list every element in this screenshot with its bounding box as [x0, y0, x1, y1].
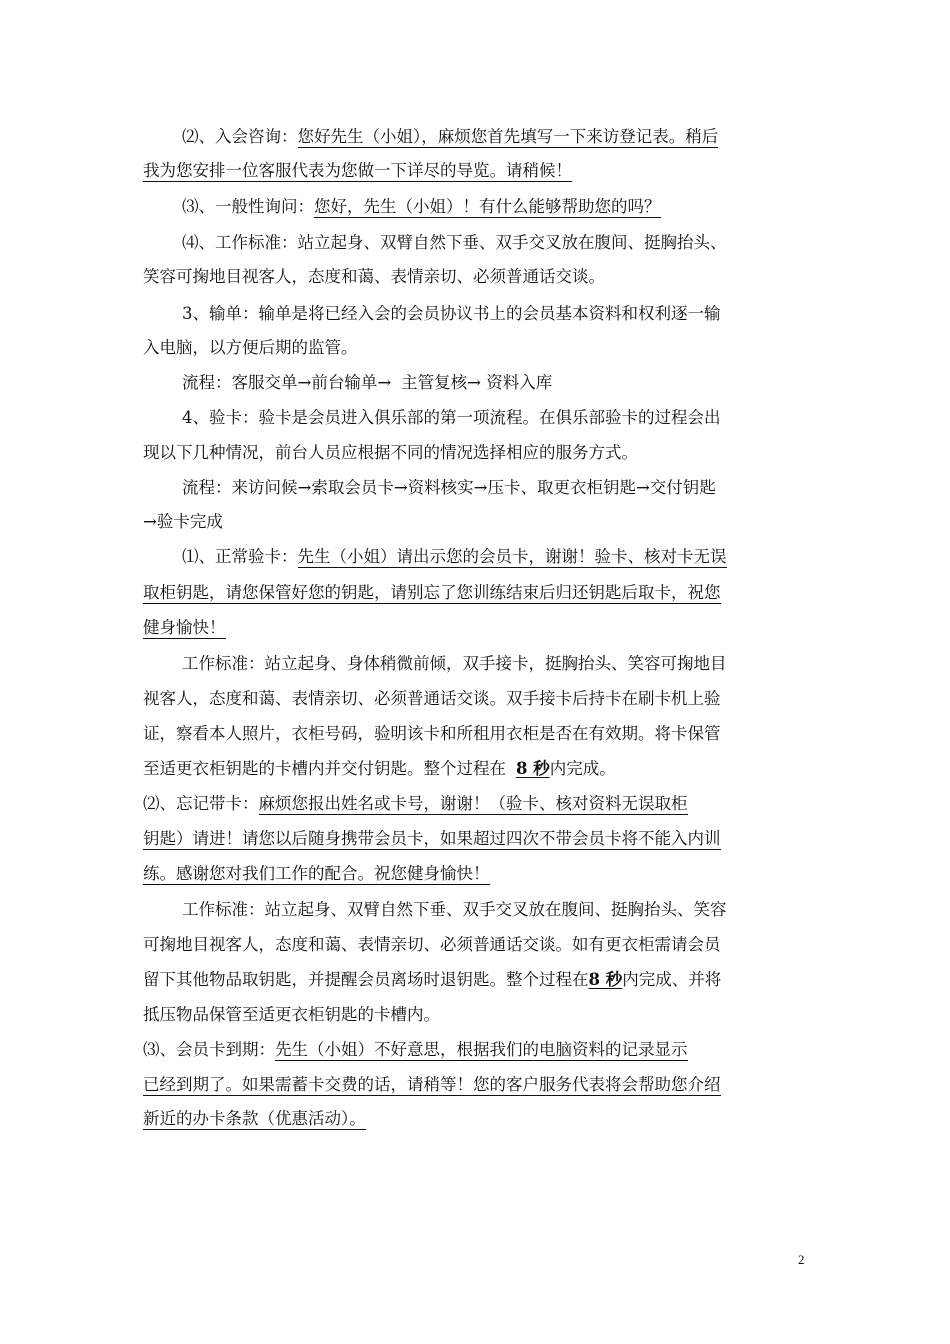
join-consult-script-1: 您好先生（小姐），麻烦您首先填写一下来访登记表。稍后: [298, 127, 719, 148]
expired-card-line-1: [143, 1039, 813, 1061]
card-check-flow-2: →验卡完成: [143, 512, 223, 531]
join-consult-script-2: 我为您安排一位客服代表为您做一下详尽的导览。请稍候！: [143, 161, 572, 182]
expired-card-script-3: 新近的办卡条款（优惠活动）。: [143, 1109, 366, 1130]
forgot-card-script-1: 麻烦您报出姓名或卡号，谢谢！（验卡、核对资料无误取柜: [259, 794, 688, 815]
input-line-1: 3、输单：输单是将已经入会的会员协议书上的会员基本资料和权利逐一输: [182, 304, 721, 323]
forgot-card-script-3: 练。感谢您对我们工作的配合。祝您健身愉快！: [143, 864, 490, 885]
join-consult-line-1: [182, 126, 813, 148]
general-inquiry-script: 您好，先生（小姐）！有什么能够帮助您的吗？: [314, 197, 661, 218]
expired-card-line-2: [143, 1074, 813, 1096]
expired-card-script-2: 已经到期了。如果需蓄卡交费的话，请稍等！您的客户服务代表将会帮助您介绍: [143, 1075, 721, 1096]
normal-check-label: ⑴、正常验卡：: [182, 547, 298, 566]
normal-check-script-2: 取柜钥匙，请您保管好您的钥匙，请别忘了您训练结束后归还钥匙后取卡，祝您: [143, 583, 721, 604]
work-standard-2-line-1: 工作标准：站立起身、身体稍微前倾，双手接卡，挺胸抬头、笑容可掬地目: [182, 654, 727, 673]
input-flow: [182, 372, 813, 394]
normal-check-line-3: [143, 617, 813, 639]
general-inquiry-line: [182, 196, 813, 218]
join-consult-line-2: [143, 160, 813, 182]
expired-card-line-3: [143, 1108, 813, 1130]
work-standard-3-line-4: 抵压物品保管至适更衣柜钥匙的卡槽内。: [143, 1005, 440, 1024]
work-standard-3-line-3-pre: 留下其他物品取钥匙，并提醒会员离场时退钥匙。整个过程在: [143, 970, 589, 989]
card-check-line-1: 4、验卡：验卡是会员进入俱乐部的第一项流程。在俱乐部验卡的过程会出: [182, 408, 721, 427]
work-standard-2-line-2: 视客人，态度和蔼、表情亲切、必须普通话交谈。双手接卡后持卡在刷卡机上验: [143, 689, 721, 708]
join-consult-label: ⑵、入会咨询：: [182, 127, 298, 146]
work-standard-3-line-3: [143, 969, 813, 991]
work-standard-2-line-4-pre: 至适更衣柜钥匙的卡槽内并交付钥匙。整个过程在: [143, 759, 506, 778]
work-standard-2-line-3: 证，察看本人照片，衣柜号码，验明该卡和所租用衣柜是否在有效期。将卡保管: [143, 724, 721, 743]
expired-card-label: ⑶、会员卡到期：: [143, 1040, 275, 1059]
input-flow-part-2: 主管复核→ 资料入库: [401, 373, 553, 392]
work-standard-2-time: 8 秒: [516, 759, 550, 778]
work-standard-3-time: 8 秒: [588, 970, 623, 989]
work-standard-1-line-2: 笑容可掬地目视客人，态度和蔼、表情亲切、必须普通话交谈。: [143, 267, 605, 286]
input-flow-part-1: 流程：客服交单→前台输单→: [182, 373, 392, 392]
normal-check-line-1: [182, 546, 813, 568]
work-standard-3-line-3-post: 内完成、并将: [622, 970, 722, 989]
card-check-line-2: 现以下几种情况，前台人员应根据不同的情况选择相应的服务方式。: [143, 443, 638, 462]
input-line-2: 入电脑，以方便后期的监管。: [143, 338, 358, 357]
forgot-card-line-3: [143, 863, 813, 885]
work-standard-2-line-4-post: 内完成。: [549, 759, 616, 778]
forgot-card-label: ⑵、忘记带卡：: [143, 794, 259, 813]
forgot-card-line-1: [143, 793, 813, 815]
general-inquiry-label: ⑶、一般性询问：: [182, 197, 314, 216]
normal-check-line-2: [143, 582, 813, 604]
work-standard-1-line-1: ⑷、工作标准：站立起身、双臂自然下垂、双手交叉放在腹间、挺胸抬头、: [182, 233, 727, 252]
normal-check-script-1: 先生（小姐）请出示您的会员卡，谢谢！验卡、核对卡无误: [298, 547, 727, 568]
forgot-card-line-2: [143, 828, 813, 850]
normal-check-script-3: 健身愉快！: [143, 618, 226, 639]
card-check-flow-1: 流程：来访问候→索取会员卡→资料核实→压卡、取更衣柜钥匙→交付钥匙: [182, 478, 716, 497]
work-standard-3-line-1: 工作标准：站立起身、双臂自然下垂、双手交叉放在腹间、挺胸抬头、笑容: [182, 900, 727, 919]
page-number: 2: [798, 1252, 805, 1267]
expired-card-script-1: 先生（小姐）不好意思，根据我们的电脑资料的记录显示: [275, 1040, 688, 1061]
work-standard-3-line-2: 可掬地目视客人，态度和蔼、表情亲切、必须普通话交谈。如有更衣柜需请会员: [143, 935, 721, 954]
work-standard-2-line-4: [143, 758, 813, 780]
forgot-card-script-2: 钥匙）请进！请您以后随身携带会员卡，如果超过四次不带会员卡将不能入内训: [143, 829, 721, 850]
